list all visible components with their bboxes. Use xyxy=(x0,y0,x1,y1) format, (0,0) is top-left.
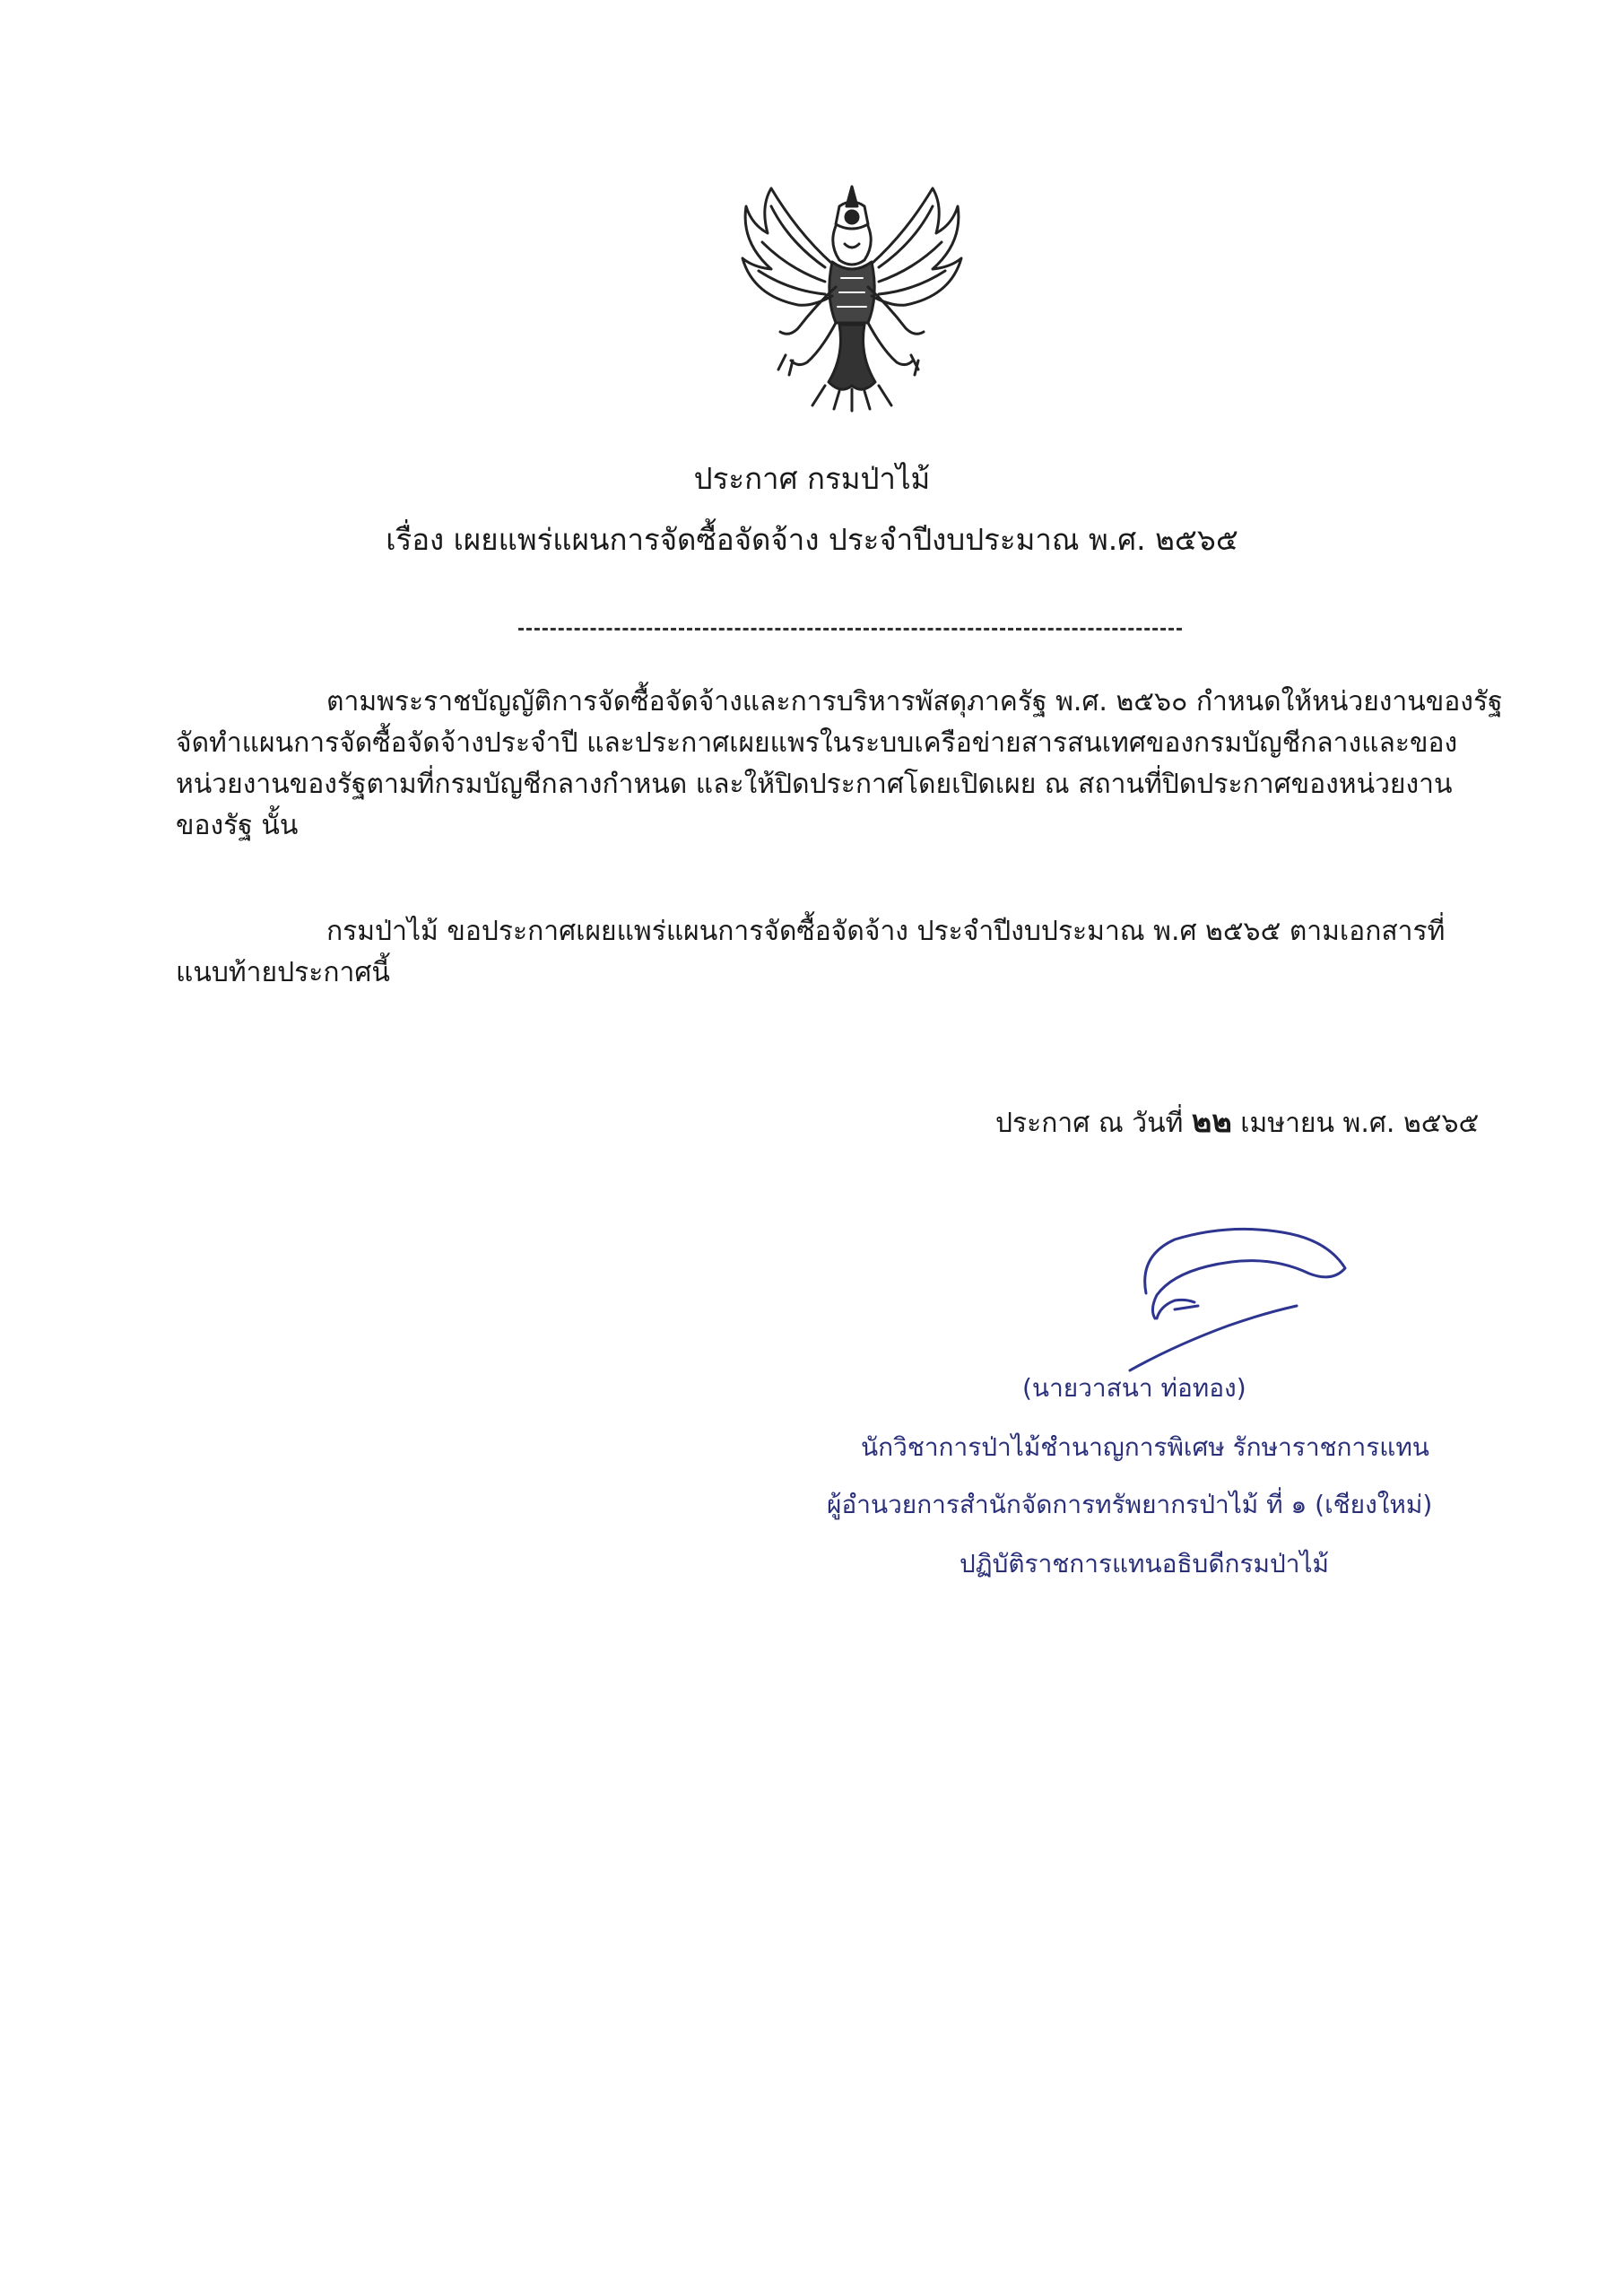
date-suffix: เมษายน พ.ศ. ๒๕๖๕ xyxy=(1240,1108,1480,1139)
paragraph-line: แนบท้ายประกาศนี้ xyxy=(176,957,390,988)
announcement-subject: เรื่อง เผยแพร่แผนการจัดซื้อจัดจ้าง ประจำปีงบประมาณ พ.ศ. ๒๕๖๕ xyxy=(386,522,1238,557)
handwritten-signature xyxy=(1121,1220,1354,1372)
announcement-title: ประกาศ กรมป่าไม้ xyxy=(693,461,931,496)
signatory-position-2: ผู้อำนวยการสำนักจัดการทรัพยากรป่าไม้ ที่ ๑ (เชียงใหม่) xyxy=(827,1490,1433,1519)
date-prefix: ประกาศ ณ วันที่ xyxy=(995,1108,1184,1139)
paragraph-line: จัดทำแผนการจัดซื้อจัดจ้างประจำปี และประกาศเผยแพรในระบบเครือข่ายสารสนเทศของกรมบัญชีกลางและของ xyxy=(176,727,1458,759)
paragraph-line: ตามพระราชบัญญัติการจัดซื้อจัดจ้างและการบริหารพัสดุภาครัฐ พ.ศ. ๒๕๖๐ กำหนดให้หน่วยงานของรัฐ xyxy=(326,686,1503,718)
signatory-position-3: ปฏิบัติราชการแทนอธิบดีกรมป่าไม้ xyxy=(960,1549,1330,1578)
signatory-name: (นายวาสนา ท่อทอง) xyxy=(1022,1373,1246,1403)
signatory-position-1: นักวิชาการป่าไม้ชำนาญการพิเศษ รักษาราชการแทน xyxy=(861,1432,1429,1462)
paragraph-line: กรมป่าไม้ ขอประกาศเผยแพร่แผนการจัดซื้อจัดจ้าง ประจำปีงบประมาณ พ.ศ ๒๕๖๕ ตามเอกสารที่ xyxy=(326,916,1446,947)
announcement-date xyxy=(995,1101,1479,1144)
date-day: ๒๒ xyxy=(1191,1104,1232,1140)
body-paragraph-1 xyxy=(176,682,1503,847)
paragraph-line: หน่วยงานของรัฐตามที่กรมบัญชีกลางกำหนด และให้ปิดประกาศโดยเปิดเผย ณ สถานที่ปิดประกาศของหน่วยงาน xyxy=(176,769,1453,800)
paragraph-line: ของรัฐ นั้น xyxy=(176,810,299,841)
dashed-separator xyxy=(518,628,1182,631)
body-paragraph-2 xyxy=(176,911,1494,994)
garuda-emblem-icon xyxy=(735,170,968,413)
